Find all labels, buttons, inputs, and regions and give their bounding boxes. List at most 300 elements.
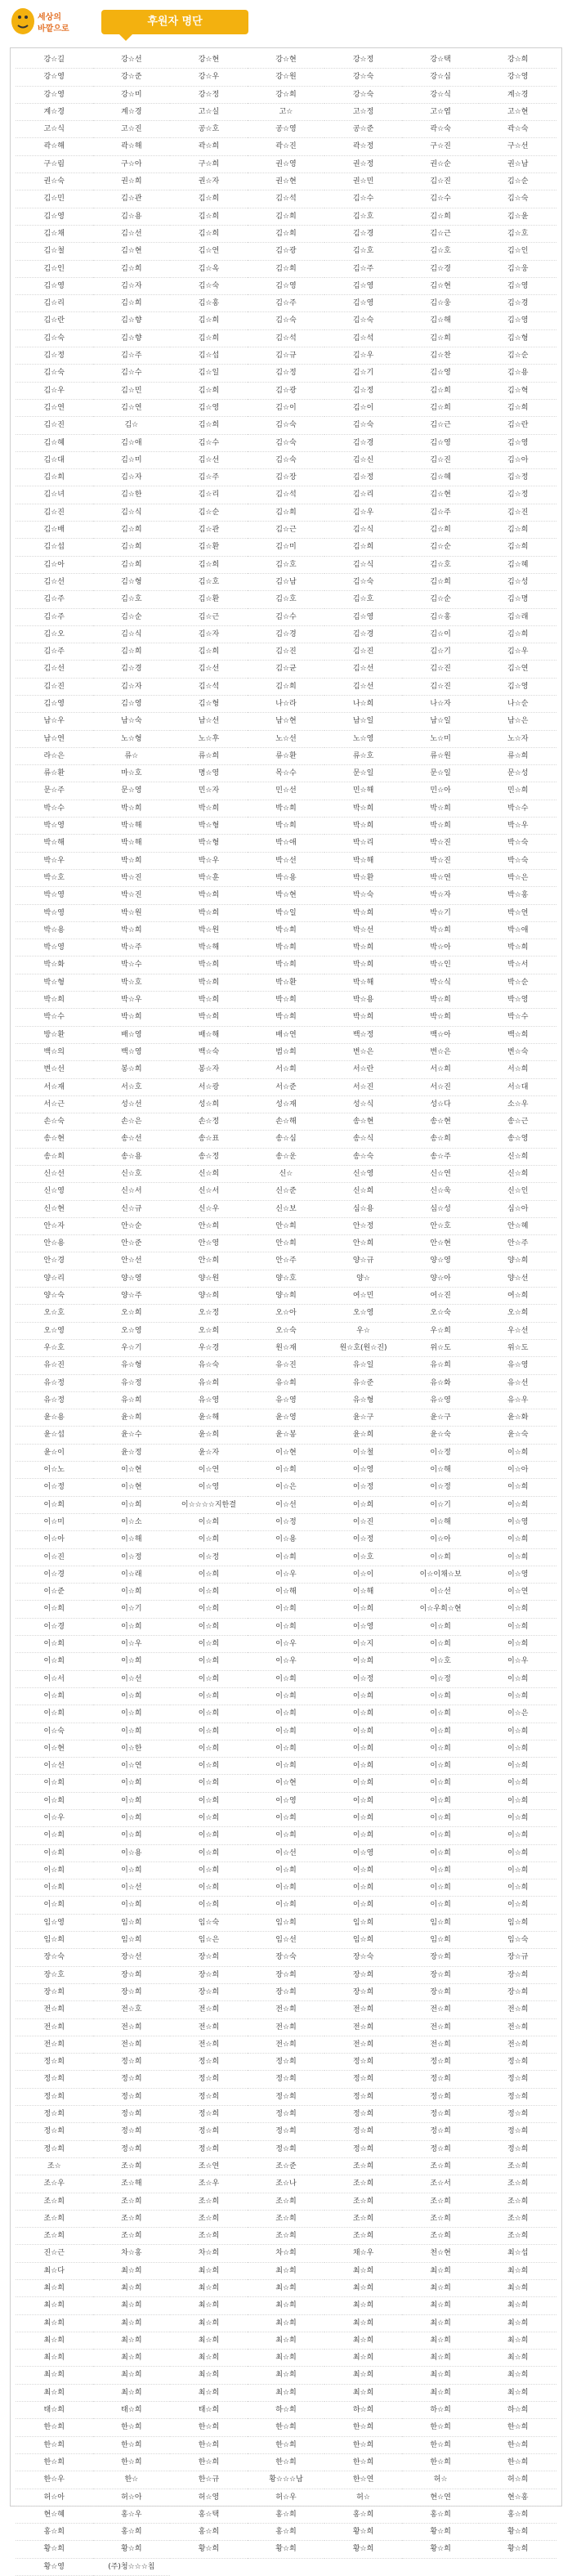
- sponsor-name: 박☆연: [402, 870, 480, 887]
- sponsor-name: 박☆희: [402, 818, 480, 835]
- sponsor-name: 이☆희: [248, 1897, 325, 1914]
- sponsor-name: 강☆영: [479, 69, 556, 86]
- sponsor-name: 이☆희: [16, 1827, 93, 1844]
- sponsor-name: 정☆희: [479, 2054, 556, 2071]
- sponsor-name: 장☆숙: [248, 1949, 325, 1966]
- sponsor-name: 김☆식: [93, 626, 171, 643]
- sponsor-name: 송☆선: [93, 1131, 171, 1148]
- sponsor-name: 김☆리: [170, 486, 248, 504]
- sponsor-name: 강☆현: [248, 52, 325, 69]
- sponsor-name: 김☆경: [248, 626, 325, 643]
- sponsor-name: 정☆희: [402, 2071, 480, 2088]
- sponsor-name: 김☆애: [93, 435, 171, 452]
- sponsor-name: 이☆희: [170, 1566, 248, 1584]
- sponsor-name: 전☆희: [479, 2019, 556, 2036]
- sponsor-name: 김☆희: [93, 522, 171, 539]
- sponsor-name: 황☆희: [402, 2524, 480, 2541]
- sponsor-name: 이☆희: [170, 1636, 248, 1653]
- sponsor-name: 이☆희: [479, 1671, 556, 1688]
- sponsor-name: 김☆한: [93, 486, 171, 504]
- sponsor-name: 소☆우: [479, 1096, 556, 1113]
- sponsor-name: 박☆형: [16, 974, 93, 992]
- sponsor-name: 전☆희: [402, 2036, 480, 2054]
- sponsor-name: 고☆정: [324, 104, 402, 121]
- sponsor-name: 민☆아: [402, 782, 480, 800]
- sponsor-name: 우☆선: [479, 1323, 556, 1340]
- sponsor-name: 김☆희: [402, 400, 480, 417]
- sponsor-name: 김☆주: [16, 591, 93, 608]
- sponsor-name: 김☆주: [93, 347, 171, 365]
- sponsor-name: 임☆희: [16, 1932, 93, 1949]
- sponsor-name: 임☆희: [248, 1915, 325, 1932]
- sponsor-name: 안☆영: [170, 1235, 248, 1252]
- sponsor-name: 박☆희: [402, 800, 480, 818]
- sponsor-name: 이☆희: [479, 1636, 556, 1653]
- sponsor-name: 강☆희: [479, 52, 556, 69]
- sponsor-name: 김☆진: [16, 504, 93, 522]
- sponsor-name: 최☆희: [248, 2332, 325, 2350]
- sponsor-name: 구☆림: [16, 156, 93, 173]
- sponsor-name: 박☆희: [170, 800, 248, 818]
- sponsor-name: 김☆자: [93, 278, 171, 295]
- sponsor-name: 박☆희: [402, 922, 480, 939]
- sponsor-name: 박☆호: [93, 974, 171, 992]
- sponsor-name: 구☆선: [479, 138, 556, 155]
- sponsor-name: 유☆형: [93, 1357, 171, 1374]
- sponsor-name: 이☆아: [16, 1531, 93, 1548]
- sponsor-name: 배☆영: [93, 1027, 171, 1044]
- sponsor-name: 허☆영: [170, 2489, 248, 2507]
- sponsor-name: 장☆희: [402, 1967, 480, 1984]
- sponsor-name: 조☆희: [248, 2228, 325, 2245]
- sponsor-name: 윤☆화: [479, 1409, 556, 1427]
- sponsor-name: 김☆장: [248, 469, 325, 486]
- sponsor-name: 차☆희: [170, 2245, 248, 2262]
- sponsor-name: 박☆우: [16, 853, 93, 870]
- sponsor-name: 박☆희: [324, 956, 402, 974]
- sponsor-name: 장☆희: [170, 1984, 248, 2001]
- sponsor-name: 이☆희: [170, 1705, 248, 1723]
- sponsor-name: 윤☆숙: [402, 1427, 480, 1444]
- sponsor-name: 장☆숙: [324, 1949, 402, 1966]
- sponsor-name: 송☆영: [479, 1131, 556, 1148]
- sponsor-name: 김☆수: [93, 365, 171, 382]
- sponsor-name: 이☆소: [93, 1514, 171, 1531]
- sponsor-name: 이☆희: [170, 1653, 248, 1670]
- sponsor-name: 강☆심: [402, 69, 480, 86]
- sponsor-name: 김☆호: [248, 591, 325, 608]
- sponsor-name: 이☆정: [16, 1479, 93, 1496]
- sponsor-name: 정☆희: [479, 2071, 556, 2088]
- sponsor-name: 서☆진: [324, 1079, 402, 1096]
- sponsor-name: 조☆희: [479, 2175, 556, 2193]
- sponsor-name: 홍☆희: [402, 2507, 480, 2524]
- sponsor-name: 우☆기: [93, 1340, 171, 1357]
- sponsor-name: 배☆해: [170, 1027, 248, 1044]
- sponsor-name: 전☆희: [93, 2019, 171, 2036]
- sponsor-name: 천☆현: [402, 2245, 480, 2262]
- sponsor-name: 박☆우: [93, 992, 171, 1009]
- sponsor-name: 이☆용: [93, 1845, 171, 1862]
- sponsor-name: 장☆희: [248, 1967, 325, 1984]
- sponsor-name: 최☆희: [479, 2367, 556, 2384]
- sponsor-name: 김☆용: [479, 365, 556, 382]
- sponsor-name: 박☆영: [16, 887, 93, 904]
- sponsor-name: 마☆호: [93, 765, 171, 782]
- sponsor-name: 장☆희: [324, 1967, 402, 1984]
- sponsor-name: 박☆희: [170, 887, 248, 904]
- sponsor-name: 전☆희: [170, 2019, 248, 2036]
- sponsor-name: 김☆식: [324, 557, 402, 574]
- sponsor-name: 유☆희: [170, 1375, 248, 1392]
- sponsor-name: 이☆희: [170, 1862, 248, 1879]
- sponsor-name: 이☆희: [479, 1531, 556, 1548]
- sponsor-name: 김☆남: [248, 574, 325, 591]
- sponsor-name: 서☆광: [170, 1079, 248, 1096]
- sponsor-name: 허☆희: [479, 2471, 556, 2489]
- sponsor-name: 최☆희: [248, 2350, 325, 2367]
- sponsor-name: 이☆우: [248, 1636, 325, 1653]
- sponsor-name: 윤☆봉: [248, 1427, 325, 1444]
- sponsor-name: 이☆정: [324, 1479, 402, 1496]
- sponsor-name: 백☆정: [324, 1027, 402, 1044]
- sponsor-name: 이☆희: [248, 1862, 325, 1879]
- sponsor-name: 조☆희: [248, 2211, 325, 2228]
- sponsor-name: 이☆선: [402, 1584, 480, 1601]
- sponsor-name: 신☆인: [479, 1183, 556, 1200]
- sponsor-name: 조☆희: [402, 2211, 480, 2228]
- sponsor-name: 하☆희: [402, 2402, 480, 2419]
- sponsor-name: 송☆현: [16, 1131, 93, 1148]
- sponsor-name: 이☆희: [93, 1688, 171, 1705]
- sponsor-name: 이☆희: [170, 1793, 248, 1810]
- sponsor-name: 김☆호: [248, 557, 325, 574]
- sponsor-name: 이☆희: [93, 1723, 171, 1740]
- sponsor-name: 오☆영: [93, 1323, 171, 1340]
- sponsor-name: 박☆수: [16, 800, 93, 818]
- sponsor-name: 김☆현: [93, 243, 171, 260]
- sponsor-name: 조☆희: [93, 2193, 171, 2211]
- sponsor-name: 한☆희: [16, 2419, 93, 2436]
- sponsor-name: 윤☆섭: [16, 1427, 93, 1444]
- sponsor-name: 심☆아: [479, 1201, 556, 1218]
- sponsor-name: 태☆희: [93, 2402, 171, 2419]
- sponsor-name: 이☆희: [93, 1775, 171, 1792]
- sponsor-name: 강☆정: [324, 52, 402, 69]
- sponsor-name: 최☆희: [16, 2332, 93, 2350]
- sponsor-name: 김☆진: [402, 679, 480, 696]
- sponsor-name: 박☆애: [248, 835, 325, 852]
- sponsor-name: 김☆아: [16, 557, 93, 574]
- sponsor-name: 김☆섭: [170, 347, 248, 365]
- sponsor-name: 이☆희: [16, 1705, 93, 1723]
- sponsor-name: 이☆정: [324, 1531, 402, 1548]
- sponsor-name: 이☆희: [248, 1619, 325, 1636]
- sponsor-name: 김☆희: [93, 557, 171, 574]
- sponsor-name: 조☆희: [324, 2211, 402, 2228]
- sponsor-name: 조☆희: [479, 2193, 556, 2211]
- sponsor-name: 장☆희: [93, 1967, 171, 1984]
- sponsor-name: 김☆희: [93, 539, 171, 556]
- sponsor-name: 이☆희: [170, 1827, 248, 1844]
- sponsor-name: 권☆현: [248, 173, 325, 190]
- sponsor-name: 노☆자: [479, 731, 556, 748]
- sponsor-name: 박☆리: [324, 835, 402, 852]
- sponsor-name: 이☆우: [248, 1566, 325, 1584]
- sponsor-name: 최☆희: [479, 2315, 556, 2332]
- sponsor-name: 김☆혁: [479, 383, 556, 400]
- sponsor-name: 이☆희: [93, 1810, 171, 1827]
- sponsor-name: 조☆희: [93, 2228, 171, 2245]
- sponsor-name: 최☆희: [248, 2280, 325, 2297]
- sponsor-name: 김☆우: [479, 643, 556, 661]
- sponsor-name: 김☆선: [16, 661, 93, 678]
- sponsor-name: 박☆일: [248, 905, 325, 922]
- sponsor-name: 이☆희: [93, 1827, 171, 1844]
- sponsor-name: 박☆자: [402, 887, 480, 904]
- sponsor-name: 김☆환: [170, 591, 248, 608]
- sponsor-name: 방☆환: [16, 1027, 93, 1044]
- sponsor-name: 임☆숙: [479, 1932, 556, 1949]
- sponsor-name: 최☆희: [16, 2297, 93, 2314]
- sponsor-name: 장☆숙: [16, 1949, 93, 1966]
- sponsor-name: 송☆주: [402, 1149, 480, 1166]
- sponsor-name: 박☆수: [93, 956, 171, 974]
- sponsor-name: 최☆희: [93, 2367, 171, 2384]
- sponsor-name: 김☆연: [170, 243, 248, 260]
- sponsor-name: 김☆호: [324, 208, 402, 226]
- sponsor-name: 문☆일: [324, 765, 402, 782]
- sponsor-name: 이☆희: [402, 1705, 480, 1723]
- sponsor-name: 허☆아: [16, 2489, 93, 2507]
- sponsor-name: 양☆선: [479, 1270, 556, 1288]
- sponsor-name: 성☆재: [248, 1096, 325, 1113]
- sponsor-name: 이☆우: [248, 1653, 325, 1670]
- sponsor-name: 이☆희: [402, 1636, 480, 1653]
- sponsor-name: 김☆희: [324, 539, 402, 556]
- sponsor-name: 김☆광: [248, 383, 325, 400]
- sponsor-name: 조☆희: [93, 2158, 171, 2175]
- sponsor-name: 김☆희: [402, 574, 480, 591]
- sponsor-name: 최☆희: [93, 2315, 171, 2332]
- sponsor-name: 김☆규: [248, 347, 325, 365]
- sponsor-name: 박☆희: [93, 1009, 171, 1026]
- sponsor-name: 김☆혜: [479, 557, 556, 574]
- sponsor-name: 이☆영: [248, 1793, 325, 1810]
- sponsor-name: 한☆희: [402, 2437, 480, 2454]
- sponsor-name: 여☆희: [479, 1288, 556, 1305]
- sponsor-name: 한☆연: [324, 2471, 402, 2489]
- sponsor-name: 권☆영: [248, 156, 325, 173]
- sponsor-name: 남☆선: [170, 713, 248, 730]
- sponsor-name: 이☆정: [170, 1549, 248, 1566]
- sponsor-name: 김☆웅: [479, 261, 556, 278]
- sponsor-name: 위☆도: [479, 1340, 556, 1357]
- sponsor-name: 박☆희: [248, 992, 325, 1009]
- sponsor-name: 김☆호: [324, 591, 402, 608]
- sponsor-name: 계☆경: [479, 87, 556, 104]
- sponsor-name: 이☆영: [479, 1566, 556, 1584]
- sponsor-name: 정☆희: [93, 2054, 171, 2071]
- sponsor-name: 김☆희: [479, 626, 556, 643]
- sponsor-name: 김☆숙: [16, 365, 93, 382]
- sponsor-name: 정☆희: [170, 2106, 248, 2123]
- sponsor-name: 김☆영: [170, 400, 248, 417]
- sponsor-name: 홍☆우: [93, 2507, 171, 2524]
- sponsor-name: 박☆희: [170, 974, 248, 992]
- sponsor-name: 정☆희: [479, 2106, 556, 2123]
- sponsor-name: 이☆우: [479, 1653, 556, 1670]
- sponsor-name: 구☆아: [93, 156, 171, 173]
- sponsor-name: 이☆희: [479, 1601, 556, 1618]
- sponsor-name: 손☆해: [248, 1113, 325, 1131]
- sponsor-name: 최☆희: [479, 2332, 556, 2350]
- sponsor-name: 김☆순: [479, 347, 556, 365]
- sponsor-name: 김☆경: [402, 261, 480, 278]
- sponsor-name: 황☆희: [324, 2524, 402, 2541]
- sponsor-name: 박☆환: [248, 974, 325, 992]
- sponsor-name: 이☆래: [93, 1566, 171, 1584]
- sponsor-name: 김☆희: [479, 522, 556, 539]
- sponsor-name: 이☆우: [93, 1636, 171, 1653]
- sponsor-name: 오☆영: [16, 1323, 93, 1340]
- sponsor-name: 김☆신: [324, 452, 402, 469]
- sponsor-name: 이☆영: [324, 1619, 402, 1636]
- sponsor-name: 박☆희: [248, 939, 325, 956]
- sponsor-name: 김☆근: [402, 226, 480, 243]
- sponsor-name: 고☆식: [16, 121, 93, 138]
- sponsor-name: 이☆희: [479, 1445, 556, 1462]
- sponsor-name: 김☆영: [479, 278, 556, 295]
- sponsor-name: 박☆희: [170, 1009, 248, 1026]
- sponsor-name: 최☆희: [16, 2367, 93, 2384]
- sponsor-name: 안☆정: [324, 1218, 402, 1235]
- sponsor-name: 김☆석: [248, 330, 325, 347]
- sponsor-name: 송☆희: [402, 1131, 480, 1148]
- sponsor-name: 김☆정: [324, 383, 402, 400]
- sponsor-name: 이☆해: [248, 1584, 325, 1601]
- sponsor-name: 봉☆자: [170, 1061, 248, 1078]
- sponsor-name: 강☆희: [248, 87, 325, 104]
- sponsor-name: 최☆희: [479, 2385, 556, 2402]
- sponsor-name: 서☆희: [479, 1061, 556, 1078]
- sponsor-name: 조☆준: [248, 2158, 325, 2175]
- sponsor-name: 이☆희: [170, 1688, 248, 1705]
- sponsor-name: 정☆희: [402, 2089, 480, 2106]
- sponsor-name: 류☆호: [324, 748, 402, 765]
- sponsor-name: 곽☆희: [170, 138, 248, 155]
- sponsor-name: 이☆희: [402, 1723, 480, 1740]
- sponsor-name: 임☆희: [324, 1932, 402, 1949]
- sponsor-name: 장☆선: [93, 1949, 171, 1966]
- sponsor-name: 박☆해: [93, 818, 171, 835]
- sponsor-name: 박☆주: [93, 939, 171, 956]
- sponsor-name: 이☆희: [248, 1810, 325, 1827]
- sponsor-name: 이☆희: [479, 1740, 556, 1758]
- sponsor-name: 김☆정: [248, 365, 325, 382]
- sponsor-name: 차☆희: [248, 2245, 325, 2262]
- sponsor-name: 신☆준: [248, 1183, 325, 1200]
- sponsor-name: 이☆경: [16, 1566, 93, 1584]
- logo-icon: [8, 3, 82, 39]
- sponsor-name: 한☆희: [324, 2454, 402, 2471]
- sponsor-name: 이☆희: [402, 1619, 480, 1636]
- sponsor-name: 김☆진: [248, 643, 325, 661]
- sponsor-name: 김☆배: [16, 522, 93, 539]
- sponsor-name: 성☆희: [170, 1096, 248, 1113]
- sponsor-name: 박☆희: [324, 905, 402, 922]
- sponsor-name: 이☆☆☆☆지한결: [170, 1497, 248, 1514]
- sponsor-name: 김☆웅: [402, 295, 480, 312]
- sponsor-name: 김☆선: [170, 661, 248, 678]
- sponsor-name: 이☆희: [16, 1862, 93, 1879]
- sponsor-name: 김☆희: [402, 383, 480, 400]
- sponsor-name: 정☆희: [324, 2141, 402, 2158]
- sponsor-name: 안☆혜: [479, 1218, 556, 1235]
- sponsor-name: 박☆희: [324, 818, 402, 835]
- sponsor-name: 강☆영: [16, 69, 93, 86]
- sponsor-name: 장☆희: [402, 1984, 480, 2001]
- sponsor-name: 황☆희: [170, 2541, 248, 2558]
- sponsor-name: 김☆미: [248, 539, 325, 556]
- sponsor-name: 이☆현: [93, 1462, 171, 1479]
- sponsor-name: 신☆욱: [402, 1183, 480, 1200]
- sponsor-name: 송☆근: [479, 1113, 556, 1131]
- sponsor-name: 권☆남: [479, 156, 556, 173]
- sponsor-name: 김☆희: [93, 643, 171, 661]
- sponsor-name: 김☆희: [248, 226, 325, 243]
- sponsor-name: 김☆호: [324, 243, 402, 260]
- sponsor-name: 정☆희: [16, 2141, 93, 2158]
- sponsor-name: 김☆이: [324, 400, 402, 417]
- sponsor-name: 신☆희: [324, 1183, 402, 1200]
- sponsor-name: 류☆환: [16, 765, 93, 782]
- sponsor-name: 오☆정: [170, 1305, 248, 1322]
- sponsor-name: 강☆숙: [324, 87, 402, 104]
- sponsor-name: 유☆정: [16, 1375, 93, 1392]
- sponsor-name: 이☆희: [479, 1810, 556, 1827]
- sponsor-name: 이☆희: [402, 1793, 480, 1810]
- sponsor-name: 김☆관: [93, 190, 171, 208]
- sponsor-name: 김☆우: [324, 347, 402, 365]
- sponsor-name: 최☆희: [479, 2350, 556, 2367]
- sponsor-name: 김☆영: [324, 295, 402, 312]
- sponsor-name: 안☆현: [402, 1235, 480, 1252]
- sponsor-name: 유☆영: [248, 1392, 325, 1409]
- sponsor-name: 김☆호: [170, 574, 248, 591]
- sponsor-name: 최☆희: [324, 2280, 402, 2297]
- sponsor-name: 신☆영: [16, 1183, 93, 1200]
- sponsor-name: 이☆희: [402, 1862, 480, 1879]
- sponsor-name: 김☆경: [479, 295, 556, 312]
- sponsor-name: 곽☆숙: [479, 121, 556, 138]
- sponsor-name: 김☆순: [170, 504, 248, 522]
- sponsor-name: 이☆선: [93, 1671, 171, 1688]
- sponsor-name: 김☆호: [402, 243, 480, 260]
- sponsor-name: 이☆영: [479, 1514, 556, 1531]
- sponsor-name: 한☆희: [248, 2437, 325, 2454]
- sponsor-name: 한☆: [93, 2471, 171, 2489]
- sponsor-name: 김☆식: [324, 522, 402, 539]
- sponsor-name: 김☆희: [479, 539, 556, 556]
- sponsor-name: 오☆숙: [402, 1305, 480, 1322]
- sponsor-name: 최☆희: [402, 2350, 480, 2367]
- sponsor-name: 남☆숙: [93, 713, 171, 730]
- sponsor-name: 이☆희: [170, 1584, 248, 1601]
- sponsor-name: 서☆희: [402, 1061, 480, 1078]
- sponsor-name: 손☆정: [170, 1113, 248, 1131]
- sponsor-name: 오☆아: [248, 1305, 325, 1322]
